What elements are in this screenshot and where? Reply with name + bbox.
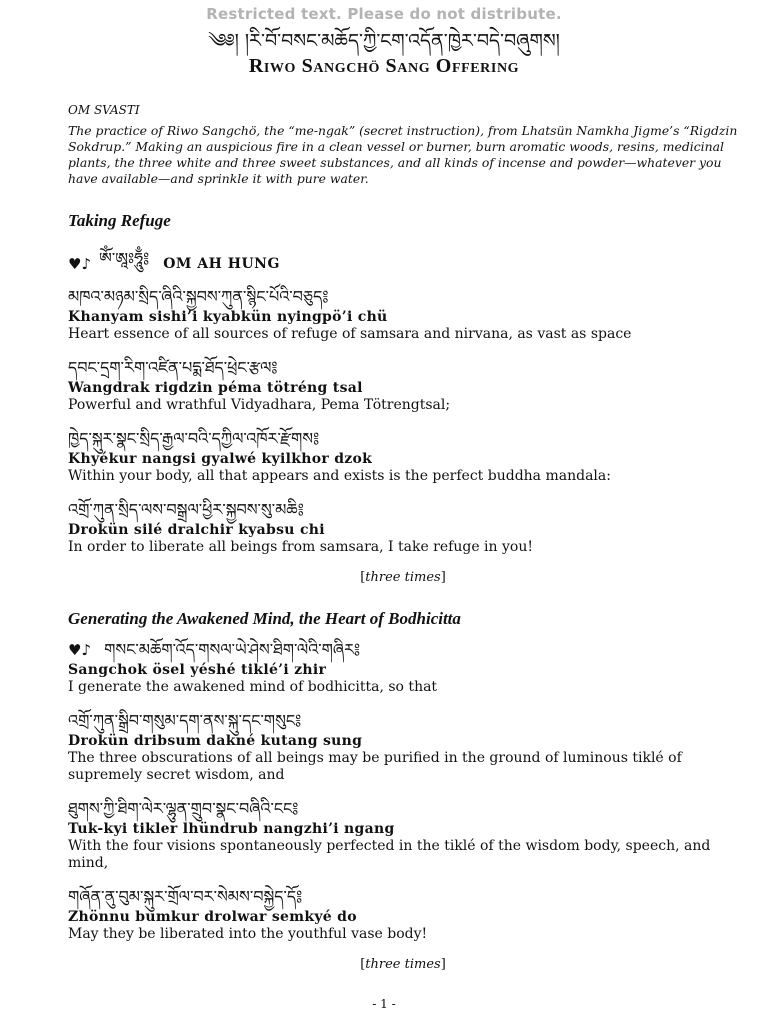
verse: [68, 286, 738, 343]
verse-translation: The three obscurations of all beings may be purified in the ground of luminous tiklé of supremely secret wisdom, and: [68, 750, 682, 783]
verse-phonetic: Drokün silé dralchir kyabsu chi: [68, 522, 325, 538]
verse: [68, 710, 738, 784]
mantra-latin: OM AH HUNG: [163, 255, 280, 272]
verse-tibetan: འགྲོ་ཀུན་སྒྲིབ་གསུམ་དག་ནས་སྐུ་དང་གསུང༔: [68, 711, 302, 730]
verse-translation: May they be liberated into the youthful vase body!: [68, 926, 428, 942]
verse-phonetic: Drokün dribsum dakné kutang sung: [68, 733, 363, 749]
verse-phonetic: Sangchok ösel yéshé tiklé’i zhir: [68, 662, 327, 678]
verse-translation: Heart essence of all sources of refuge of samsara and nirvana, as vast as space: [68, 326, 632, 342]
page-title: Riwo Sangchö Sang Offering: [248, 55, 520, 77]
verse-tibetan: མཁའ་མཉམ་སྲིད་ཞིའི་སྐྱབས་ཀུན་སྙིང་པོའི་བཅུད༔: [68, 287, 329, 306]
intro-heading: OM SVASTI: [68, 103, 140, 117]
verse: [68, 798, 738, 872]
verse: [68, 886, 738, 943]
heart-music-icon: ♥♪: [68, 254, 92, 273]
intro-text: The practice of Riwo Sangchö, the “me-ngak” (secret instruction), from Lhatsün Namkha Jigme’s “Rigdzin Sokdrup.” Making an auspicious fire in a clean vessel or burner, burn aromatic woods, resins, medicinal plants, the three white and three sweet substances, and all kinds of incense and powder—whatever you have available—and sprinkle it with pure water.: [68, 123, 738, 186]
verse-tibetan: དབང་དྲག་རིག་འཛིན་པདྨ་ཐོད་ཕྲེང་རྩལ༔: [68, 358, 278, 377]
verse-translation: Powerful and wrathful Vidyadhara, Pema Tötrengtsal;: [68, 397, 451, 413]
section-heading-refuge: Taking Refuge: [68, 211, 171, 230]
mantra-line: [68, 241, 738, 286]
mantra-tibetan: ཨོཾ་ཨཱཿཧཱུྃ༔: [99, 249, 150, 268]
heart-music-icon: ♥♪: [68, 641, 92, 659]
verse-tibetan: གཞོན་ནུ་བུམ་སྐུར་གྲོལ་བར་སེམས་བསྐྱེད་དོ༔: [68, 887, 303, 906]
document-body: [68, 103, 738, 972]
page-number: - 1 -: [372, 997, 396, 1011]
verse-phonetic: Tuk-kyi tikler lhündrub nangzhi’i ngang: [68, 821, 395, 837]
verse-tibetan: འགྲོ་ཀུན་སྲིད་ལས་བསྒྲལ་ཕྱིར་སྐྱབས་སུ་མཆི༔: [68, 500, 304, 519]
verse-translation: In order to liberate all beings from samsara, I take refuge in you!: [68, 539, 533, 555]
verse-tibetan: ཐུགས་ཀྱི་ཐིག་ལེར་ལྷུན་གྲུབ་སྣང་བཞིའི་ངང༔: [68, 799, 299, 818]
repeat-note-text: three times: [365, 570, 441, 585]
verse-translation: Within your body, all that appears and exists is the perfect buddha mandala:: [68, 468, 611, 484]
verse: [68, 499, 738, 556]
verse-tibetan-line: [68, 639, 738, 661]
repeat-note: [three times]: [360, 570, 446, 585]
verse: [68, 357, 738, 414]
verse-phonetic: Zhönnu bumkur drolwar semkyé do: [68, 909, 357, 925]
section-heading-bodhicitta: Generating the Awakened Mind, the Heart of Bodhicitta: [68, 609, 461, 628]
repeat-note-text: three times: [365, 957, 441, 972]
tibetan-title: ༄༅། །རི་བོ་བསང་མཆོད་ཀྱི་ངག་འདོན་ཁྱེར་བདེ་བཞུགས།: [208, 30, 560, 52]
verse-translation: With the four visions spontaneously perfected in the tiklé of the wisdom body, speech, and mind,: [68, 838, 711, 871]
verse: [68, 428, 738, 485]
verse: [68, 639, 738, 696]
repeat-note: [three times]: [360, 957, 446, 972]
restricted-watermark: Restricted text. Please do not distribute.: [206, 5, 562, 23]
verse-tibetan: ཁྱེད་སྐུར་སྣང་སྲིད་རྒྱལ་བའི་དཀྱིལ་འཁོར་རྫོགས༔: [68, 429, 320, 448]
verse-phonetic: Khanyam sishi’i kyabkün nyingpö’i chü: [68, 309, 388, 325]
verse-translation: I generate the awakened mind of bodhicitta, so that: [68, 679, 438, 695]
verse-phonetic: Khyékur nangsi gyalwé kyilkhor dzok: [68, 451, 373, 467]
verse-phonetic: Wangdrak rigdzin péma tötréng tsal: [68, 380, 363, 396]
verse-tibetan: གསང་མཆོག་འོད་གསལ་ཡེ་ཤེས་ཐིག་ལེའི་གཞིར༔: [104, 640, 361, 659]
